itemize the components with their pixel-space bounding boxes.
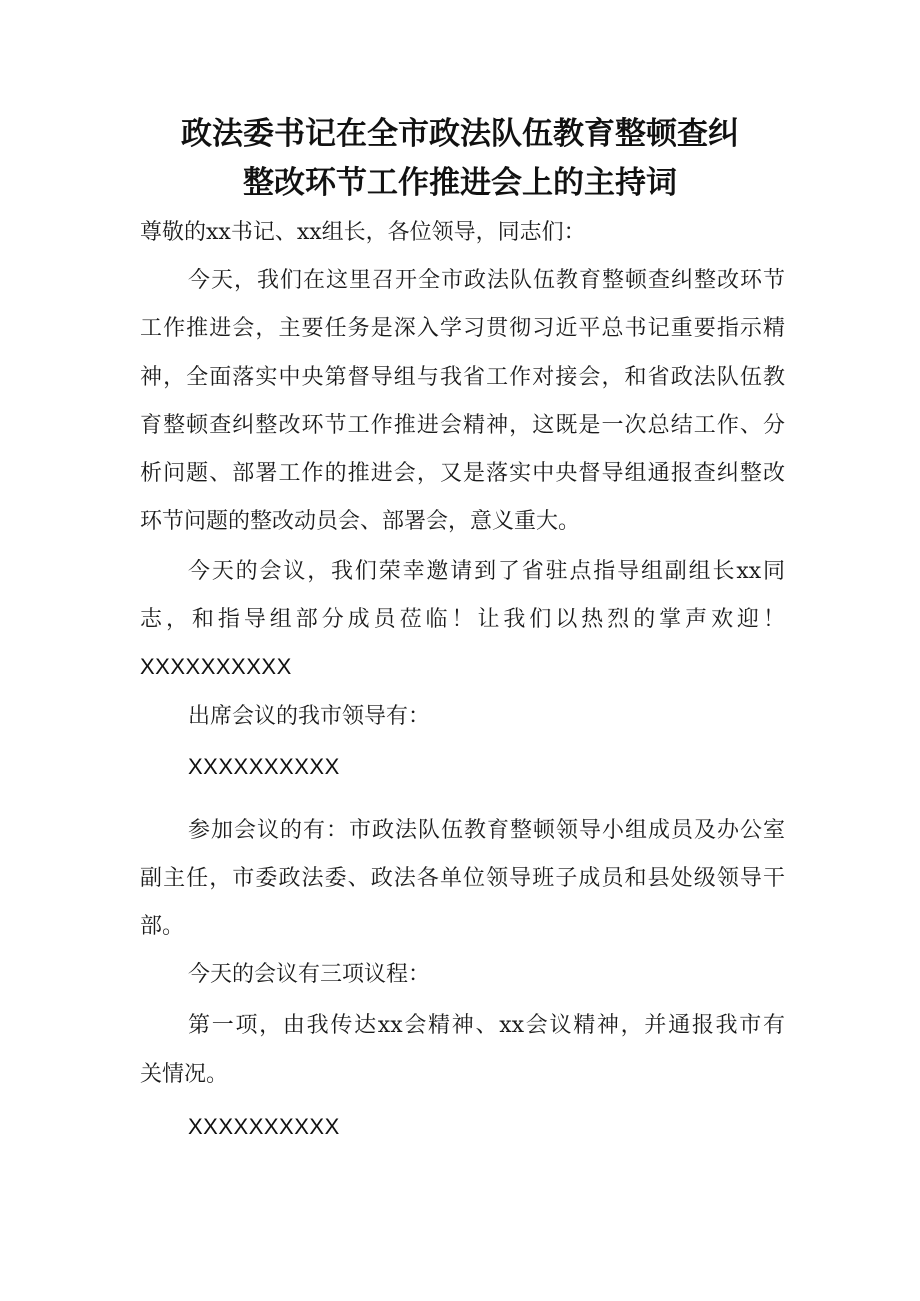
placeholder-2: XXXXXXXXXX — [188, 754, 340, 779]
placeholder-3: XXXXXXXXXX — [188, 1114, 340, 1139]
title-line-1: 政法委书记在全市政法队伍教育整顿查纠 — [181, 116, 739, 152]
agenda-item1-line-2: 关情况。 — [140, 1062, 229, 1087]
leaders-intro: 出席会议的我市领导有： — [188, 704, 431, 729]
para1-line-4: 育整顿查纠整改环节工作推进会精神，这既是一次总结工作、分 — [140, 413, 785, 438]
title-line-2: 整改环节工作推进会上的主持词 — [243, 165, 677, 201]
agenda-intro: 今天的会议有三项议程： — [188, 962, 431, 987]
agenda-item1-line-1: 第一项，由我传达xx会精神、xx会议精神，并通报我市有 — [188, 1013, 785, 1038]
para2-line-2: 志，和指导组部分成员莅临！让我们以热烈的掌声欢迎！ — [140, 607, 785, 632]
para1-line-6: 环节问题的整改动员会、部署会，意义重大。 — [140, 509, 581, 534]
para1-line-2: 工作推进会，主要任务是深入学习贯彻习近平总书记重要指示精 — [140, 316, 785, 341]
para1-line-5: 析问题、部署工作的推进会，又是落实中央督导组通报查纠整改 — [140, 461, 785, 486]
para2-line-1: 今天的会议，我们荣幸邀请到了省驻点指导组副组长xx同 — [188, 559, 785, 584]
salutation: 尊敬的xx书记、xx组长，各位领导，同志们： — [140, 220, 586, 245]
para1-line-1: 今天，我们在这里召开全市政法队伍教育整顿查纠整改环节 — [188, 268, 785, 293]
attendees-line-2: 副主任，市委政法委、政法各单位领导班子成员和县处级领导干 — [140, 866, 785, 891]
para1-line-3: 神，全面落实中央第督导组与我省工作对接会，和省政法队伍教 — [140, 365, 785, 390]
attendees-line-3: 部。 — [140, 914, 185, 939]
attendees-line-1: 参加会议的有：市政法队伍教育整顿领导小组成员及办公室 — [188, 818, 785, 843]
placeholder-1: XXXXXXXXXX — [140, 654, 292, 679]
